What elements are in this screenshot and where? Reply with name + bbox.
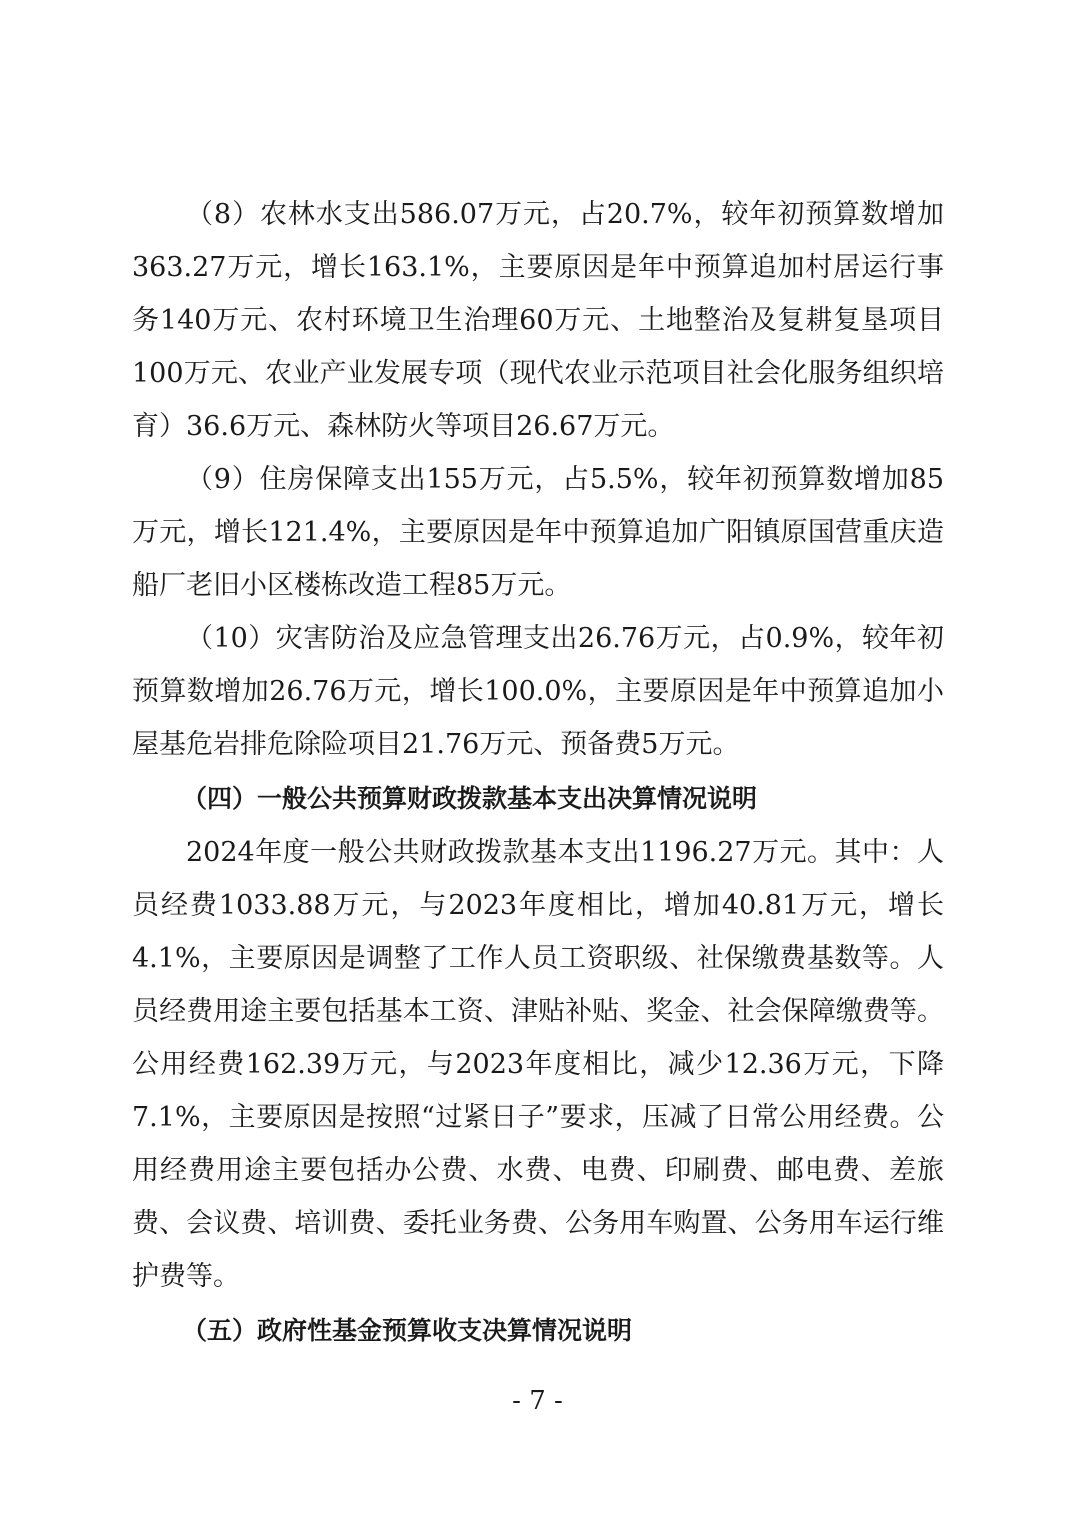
paragraph-agriculture-expenditure: （8）农林水支出586.07万元，占20.7%，较年初预算数增加363.27万元，增长163.1%，主要原因是年中预算追加村居运行事务140万元、农村环境卫生治理60万元、土地整治及复耕复垦项目100万元、农业产业发展专项（现代农业示范项目社会化服务组织培育）36.6万元、森林防火等项目26.67万元。 xyxy=(132,199,944,442)
section-heading-government-fund: （五）政府性基金预算收支决算情况说明 xyxy=(182,1316,633,1345)
section-heading-basic-expenditure: （四）一般公共预算财政拨款基本支出决算情况说明 xyxy=(182,784,758,813)
paragraph-housing-expenditure: （9）住房保障支出155万元，占5.5%，较年初预算数增加85万元，增长121.4%，主要原因是年中预算追加广阳镇原国营重庆造船厂老旧小区楼栋改造工程85万元。 xyxy=(132,464,944,601)
paragraph-disaster-prevention-expenditure: （10）灾害防治及应急管理支出26.76万元，占0.9%，较年初预算数增加26.76万元，增长100.0%，主要原因是年中预算追加小屋基危岩排危除险项目21.76万元、预备费5万元。 xyxy=(132,623,944,760)
paragraph-basic-expenditure-details: 2024年度一般公共财政拨款基本支出1196.27万元。其中：人员经费1033.88万元，与2023年度相比，增加40.81万元，增长4.1%，主要原因是调整了工作人员工资职级、社保缴费基数等。人员经费用途主要包括基本工资、津贴补贴、奖金、社会保障缴费等。公用经费162.39万元，与2023年度相比，减少12.36万元，下降7.1%，主要原因是按照“过紧日子”要求，压减了日常公用经费。公用经费用途主要包括办公费、水费、电费、印刷费、邮电费、差旅费、会议费、培训费、委托业务费、公务用车购置、公务用车运行维护费等。 xyxy=(132,837,944,1292)
page-number: - 7 - xyxy=(512,1386,563,1416)
document-body xyxy=(132,188,944,1358)
